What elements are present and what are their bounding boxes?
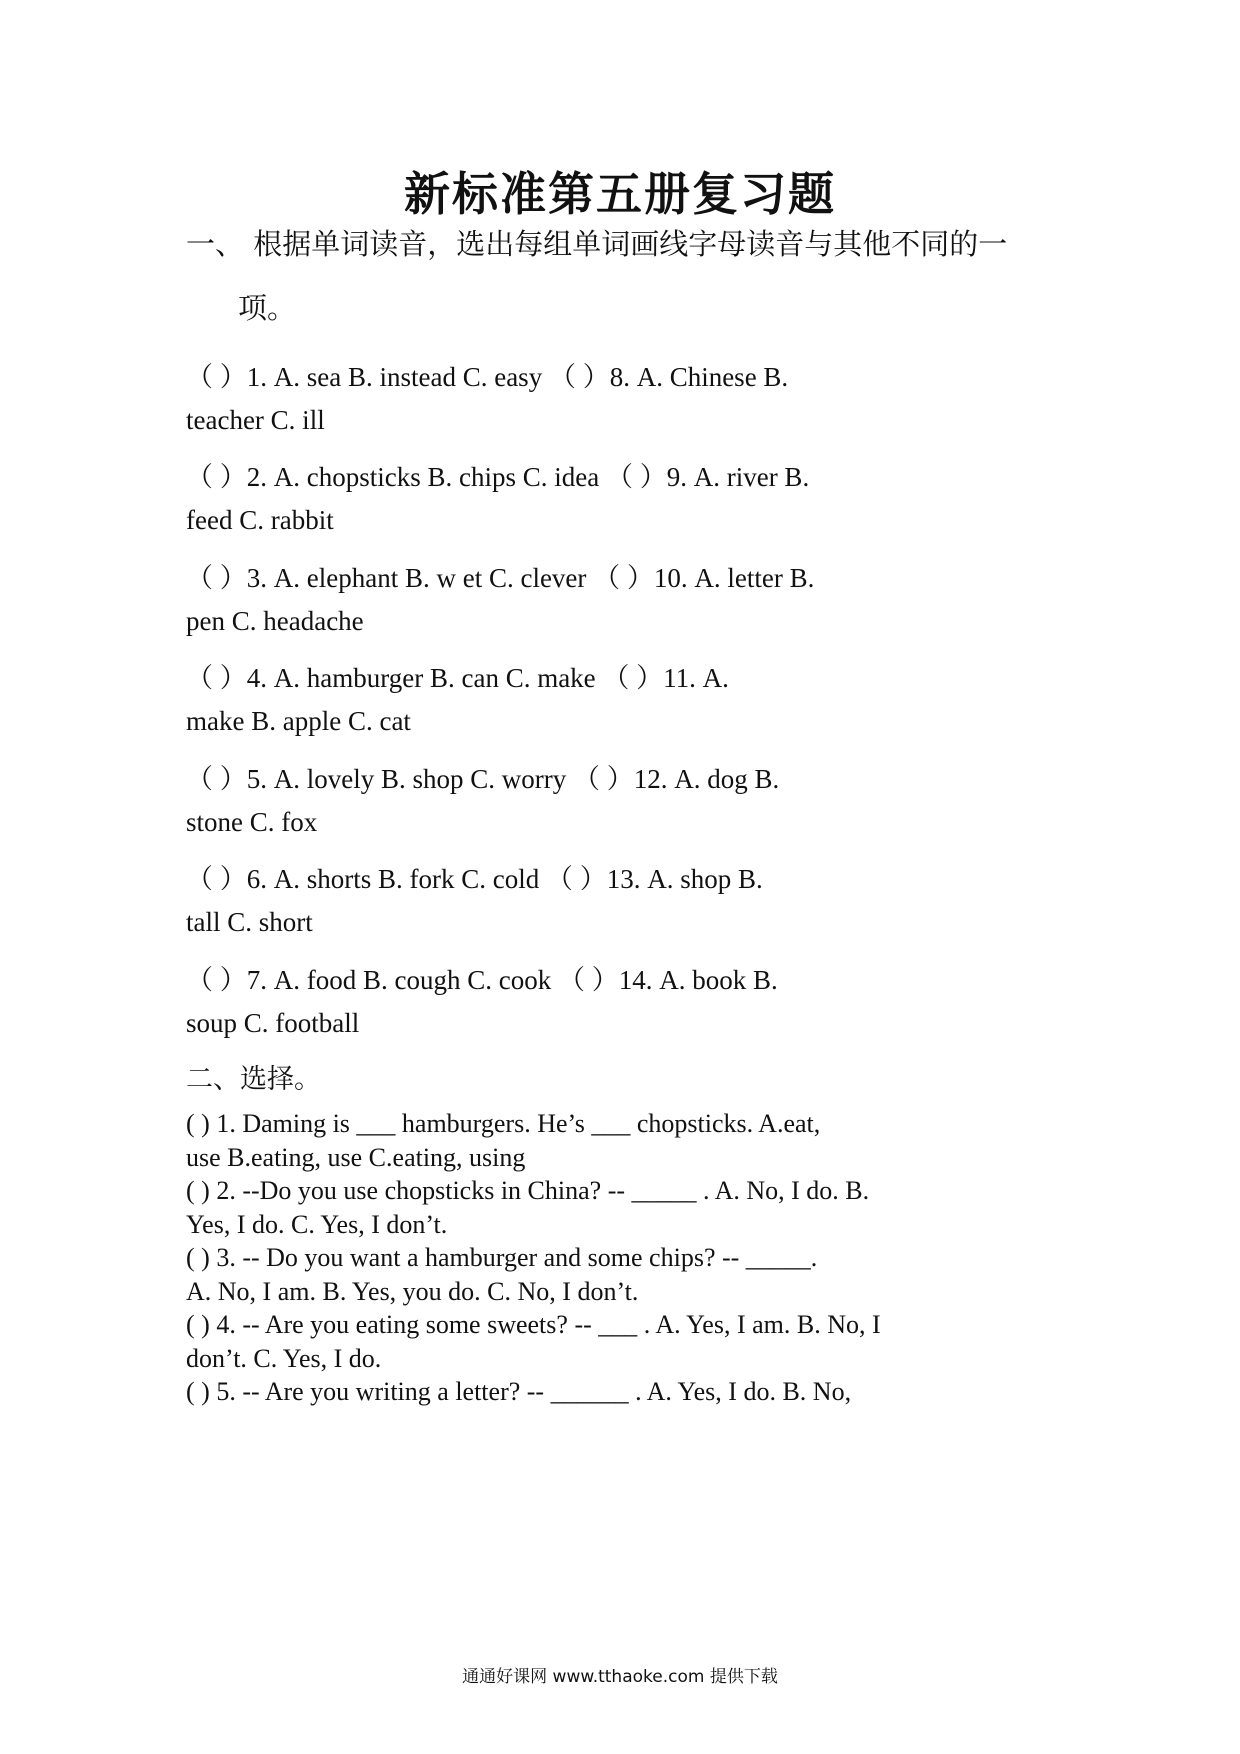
- section1-heading: 一、 根据单词读音，选出每组单词画线字母读音与其他不同的一: [186, 227, 1008, 261]
- page-title: 新标准第五册复习题: [404, 167, 836, 221]
- question-line: （ ）1. A. sea B. instead C. easy （ ）8. A. Chinese B.: [186, 362, 789, 392]
- choice-line: ( ) 2. --Do you use chopsticks in China? -- _____ . A. No, I do. B.: [186, 1176, 870, 1205]
- question-line: tall C. short: [186, 907, 313, 937]
- choice-line: ( ) 3. -- Do you want a hamburger and some chips? -- _____.: [186, 1243, 818, 1272]
- choice-line: ( ) 5. -- Are you writing a letter? -- ______ . A. Yes, I do. B. No,: [186, 1377, 852, 1406]
- question-line: soup C. football: [186, 1008, 360, 1038]
- question-line: （ ）6. A. shorts B. fork C. cold （ ）13. A. shop B.: [186, 864, 763, 894]
- download-footer: 通通好课网 www.tthaoke.com 提供下载: [462, 1667, 778, 1687]
- section1-heading-continued: 项。: [238, 291, 297, 325]
- section2-heading: 二、选择。: [186, 1064, 321, 1095]
- choice-line: A. No, I am. B. Yes, you do. C. No, I don’t.: [186, 1277, 639, 1306]
- question-line: （ ）7. A. food B. cough C. cook （ ）14. A. book B.: [186, 965, 778, 995]
- question-line: pen C. headache: [186, 606, 364, 636]
- question-line: （ ）4. A. hamburger B. can C. make （ ）11. A.: [186, 663, 729, 693]
- choice-line: ( ) 1. Daming is ___ hamburgers. He’s ___ chopsticks. A.eat,: [186, 1109, 821, 1138]
- choice-line: use B.eating, use C.eating, using: [186, 1143, 526, 1172]
- question-line: （ ）5. A. lovely B. shop C. worry （ ）12. A. dog B.: [186, 764, 780, 794]
- question-line: feed C. rabbit: [186, 505, 334, 535]
- question-line: （ ）2. A. chopsticks B. chips C. idea （ ）9. A. river B.: [186, 462, 810, 492]
- question-line: stone C. fox: [186, 807, 318, 837]
- choice-line: ( ) 4. -- Are you eating some sweets? -- ___ . A. Yes, I am. B. No, I: [186, 1310, 881, 1339]
- choice-line: Yes, I do. C. Yes, I don’t.: [186, 1210, 448, 1239]
- question-line: （ ）3. A. elephant B. w et C. clever （ ）10. A. letter B.: [186, 563, 815, 593]
- question-line: teacher C. ill: [186, 405, 325, 435]
- question-line: make B. apple C. cat: [186, 706, 411, 736]
- choice-line: don’t. C. Yes, I do.: [186, 1344, 382, 1373]
